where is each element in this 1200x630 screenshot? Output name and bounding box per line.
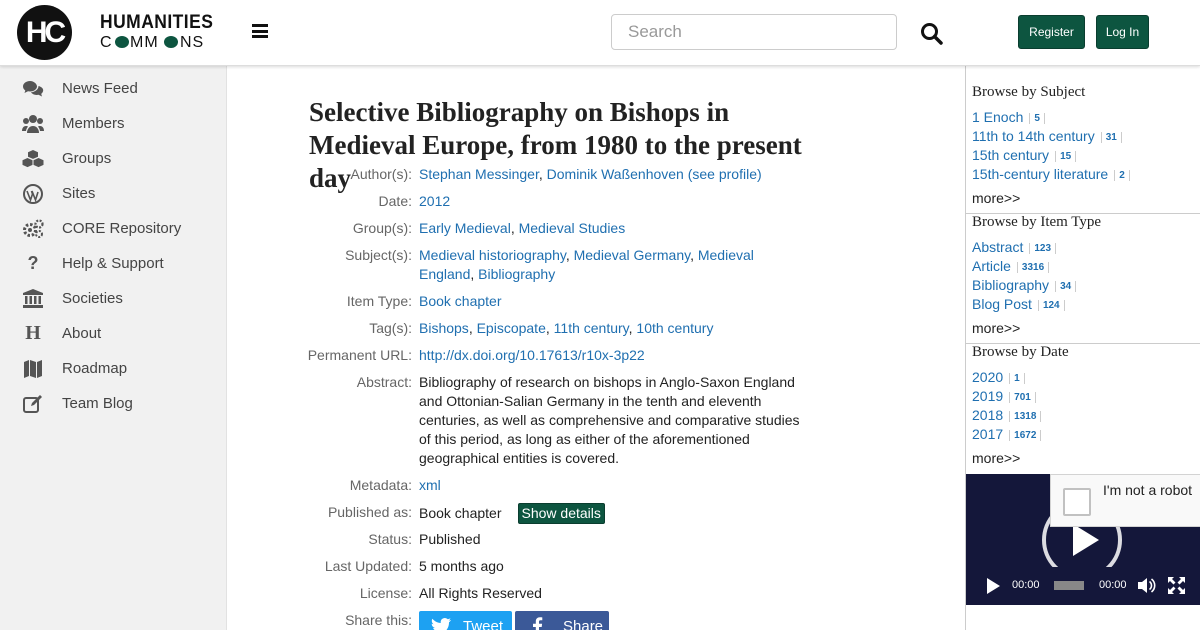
sidebar-item-roadmap[interactable] [0,351,227,386]
browse-date-item[interactable]: 2017 1672 [972,426,1041,442]
recaptcha-checkbox[interactable] [1063,488,1091,516]
sidebar-item-label: Groups [62,150,112,167]
sidebar-item-members[interactable] [0,106,227,141]
institution-icon [22,288,44,310]
svg-text:C: C [100,34,113,51]
sidebar-item-societies[interactable] [0,281,227,316]
duration-time: 00:00 [1099,579,1127,591]
browse-subject-item[interactable]: 1 Enoch 5 [972,109,1045,125]
count-badge: 5 [1029,113,1045,124]
search-input[interactable] [611,14,897,50]
tweet-button[interactable] [419,611,512,630]
subject-link[interactable]: Medieval Germany [573,247,691,263]
logo-line2[interactable] [100,33,205,56]
count-badge: 124 [1038,300,1065,311]
wordpress-icon [22,183,44,205]
group-link[interactable]: Early Medieval [419,220,511,236]
license-label: License: [359,585,412,601]
subject-link[interactable]: Medieval historiography [419,247,566,263]
item-type-label: Item Type: [346,293,412,309]
register-button[interactable]: Register [1018,15,1085,49]
deposit-details: Selective Bibliography on Bishops in Medieval Europe, from 1980 to the present day Author(s): Stephan Messinger, Dominik Waßenhoven (see profile) Date: 2012 Group(s): Early Medieval, Medieval Studies Subject(s): Medieval historiography, Medieval Germany, Medieval England, Bibliography Item Type: Book chapter Tag(s): Bishops, Episcopate, 11th century, 10th century Permanent URL: http://dx.doi.org/10.17613/r10x-3p22 Abstract: Bibliography of research on bishops in Anglo-Saxon England and Ottonian-Salian Germany in the tenth and eleventh centuries, as well as comprehensive and comparative studies of this period, as long as either of the aforementioned geographical entities is covered. Metadata: xml Published as: Book chapter Show details Status: Published Last Updated: 5 months ago License: All Rights Reserved Share this: Tweet Share [227,66,965,630]
more-subjects-link[interactable]: more>> [972,190,1021,206]
count-badge: 34 [1055,281,1076,292]
count-badge: 1672 [1009,430,1041,441]
count-badge: 123 [1029,243,1056,254]
sidebar [0,66,227,630]
sidebar-item-label: News Feed [62,80,138,97]
volume-icon[interactable] [1138,577,1156,594]
login-button[interactable]: Log In [1096,15,1149,49]
comments-icon [22,78,44,100]
tag-link[interactable]: 10th century [636,320,714,336]
tags-label: Tag(s): [369,320,412,336]
svg-text:NS: NS [180,34,205,51]
logo-commons-wordmark [100,33,205,51]
tag-link[interactable]: 11th century [553,320,629,336]
page-title: Selective Bibliography on Bishops in Medieval Europe, from 1980 to the present day [309,97,802,193]
logo-line1[interactable]: HUMANITIES [100,12,214,33]
sidebar-item-label: Team Blog [62,395,133,412]
sidebar-item-label: Societies [62,290,123,307]
browse-item-type-item[interactable]: Bibliography 34 [972,277,1076,293]
facebook-icon [531,617,543,630]
browse-subject-item[interactable]: 11th to 14th century 31 [972,128,1122,144]
fullscreen-icon[interactable] [1168,577,1185,594]
count-badge: 15 [1055,151,1076,162]
menu-toggle-icon[interactable] [252,24,268,38]
count-badge: 1318 [1009,411,1041,422]
sidebar-item-label: Members [62,115,125,132]
last-updated-label: Last Updated: [324,558,412,574]
sidebar-item-label: About [62,325,102,342]
facebook-share-button[interactable] [515,611,609,630]
sidebar-item-sites[interactable] [0,176,227,211]
logo-hc-icon[interactable] [17,5,72,60]
browse-sidebar [965,66,1200,630]
tag-link[interactable]: Episcopate [476,320,546,336]
browse-item-type-item[interactable]: Blog Post 124 [972,296,1065,312]
browse-item-type-heading: Browse by Item Type [972,214,1102,230]
published-as-label: Published as: [327,504,412,520]
group-link[interactable]: Medieval Studies [518,220,626,236]
browse-item-type-item[interactable]: Article 3316 [972,258,1049,274]
play-icon[interactable] [986,578,1000,594]
sidebar-item-label: CORE Repository [62,220,182,237]
more-dates-link[interactable]: more>> [972,450,1021,466]
header-h-icon: H [25,322,41,344]
svg-text:MM: MM [130,34,159,51]
sidebar-item-help-support[interactable] [0,246,227,281]
metadata-label: Metadata: [349,477,412,493]
cubes-icon [22,148,44,170]
subject-link[interactable]: Medieval England [419,247,754,282]
abstract-text: Bibliography of research on bishops in Anglo-Saxon England and Ottonian-Salian Germany in the tenth and eleventh centuries, as well as comprehensive and comparative studies of this period, as long as either of the aforementioned geographical entities is covered. [419,374,800,466]
groups-label: Group(s): [352,220,412,236]
date-link[interactable]: 2012 [419,193,451,209]
count-badge: 2 [1114,170,1130,181]
permanent-url-label: Permanent URL: [307,347,412,363]
permanent-url-link[interactable]: http://dx.doi.org/10.17613/r10x-3p22 [419,347,645,363]
tweet-label: Tweet [463,617,504,630]
facebook-share-label: Share [563,617,604,630]
last-updated-value: 5 months ago [419,558,504,574]
count-badge: 31 [1101,132,1122,143]
recaptcha-label: I'm not a robot [1103,482,1193,498]
tag-link[interactable]: Bishops [419,320,469,336]
map-icon [22,358,44,380]
abstract-label: Abstract: [356,374,412,390]
author-link[interactable]: Stephan Messinger [419,166,539,182]
browse-date-item[interactable]: 2019 701 [972,388,1036,404]
browse-subject-item[interactable]: 15th century 15 [972,147,1076,163]
cogs-icon [22,218,44,240]
author-link[interactable]: Dominik Waßenhoven (see profile) [546,166,762,182]
site-header [0,0,1200,66]
count-badge: 3316 [1017,262,1049,273]
video-controls [966,567,1200,605]
edit-icon [22,393,44,415]
browse-subject-item[interactable]: 15th-century literature 2 [972,166,1130,182]
metadata-xml-link[interactable]: xml [419,477,441,493]
browse-date-heading: Browse by Date [972,344,1069,360]
browse-subject-heading: Browse by Subject [972,84,1086,100]
video-player[interactable] [966,474,1200,605]
sidebar-item-label: Help & Support [62,255,164,272]
question-icon: ? [27,253,39,273]
date-label: Date: [378,193,412,209]
recaptcha-widget [1050,474,1200,527]
sidebar-item-label: Sites [62,185,96,202]
browse-date-item[interactable]: 2018 1318 [972,407,1041,423]
count-badge: 1 [1009,373,1025,384]
users-icon [22,113,44,135]
item-type-link[interactable]: Book chapter [419,293,502,309]
status-label: Status: [368,531,412,547]
browse-date-item[interactable]: 2020 1 [972,369,1025,385]
share-label: Share this: [345,612,412,628]
more-item-types-link[interactable]: more>> [972,320,1021,336]
browse-item-type-item[interactable]: Abstract 123 [972,239,1056,255]
logo-initials: HC [25,15,64,49]
current-time: 00:00 [1012,579,1040,591]
sidebar-item-groups[interactable] [0,141,227,176]
status-value: Published [419,531,481,547]
sidebar-item-team-blog[interactable] [0,386,227,421]
twitter-icon [431,618,451,630]
search-icon[interactable] [920,22,946,48]
progress-bar[interactable] [1054,581,1084,590]
sidebar-item-about[interactable] [0,316,227,351]
count-badge: 701 [1009,392,1036,403]
subjects-label: Subject(s): [345,247,412,263]
published-as-value: Book chapter [419,505,502,521]
license-value: All Rights Reserved [419,585,542,601]
sidebar-item-news-feed[interactable] [0,71,227,106]
show-details-button[interactable]: Show details [518,503,605,524]
authors-label: Author(s): [350,166,412,182]
subject-link[interactable]: Bibliography [478,266,556,282]
sidebar-item-label: Roadmap [62,360,128,377]
sidebar-item-core-repository[interactable] [0,211,227,246]
